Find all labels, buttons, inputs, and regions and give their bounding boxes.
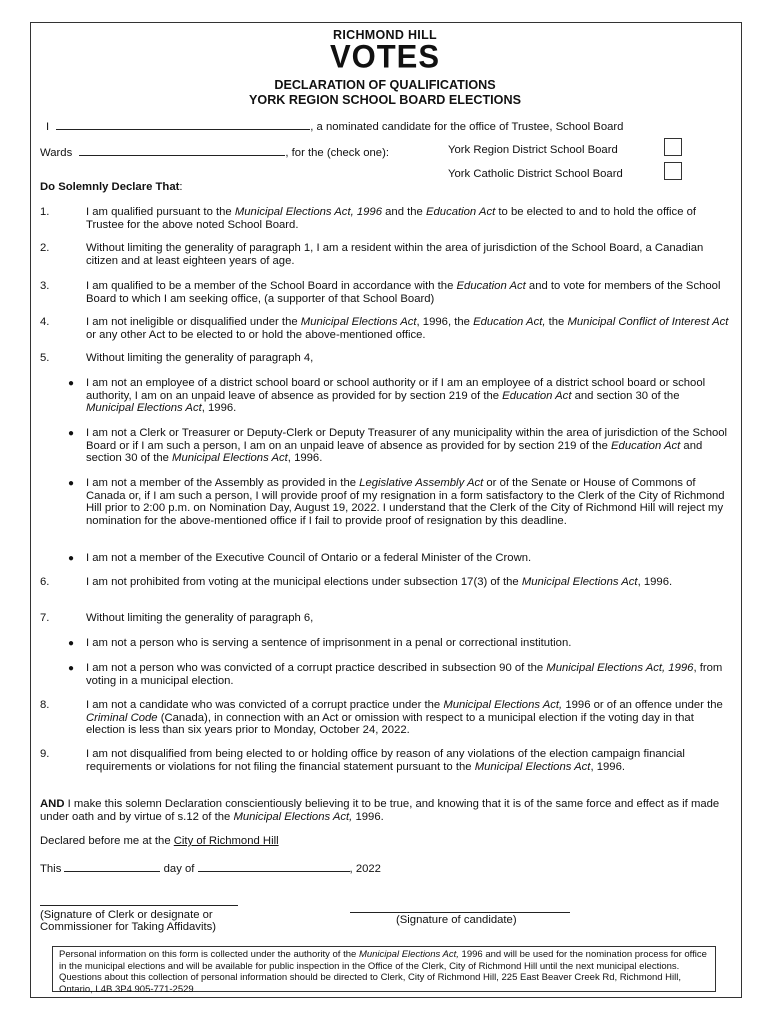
option-public-checkbox[interactable] bbox=[664, 138, 682, 156]
bullet-item: I am not an employee of a district school board or school authority or if I am an employee of a district school board or school authority, I am on an unpaid leave of absence as provided for by section 219 of the Education Act and section 30 of the Municipal Elections Act, 1996. bbox=[86, 377, 706, 415]
item-number: 2. bbox=[40, 242, 50, 254]
month-field[interactable] bbox=[198, 860, 350, 872]
item-7: Without limiting the generality of paragraph 6, bbox=[86, 612, 314, 624]
logo-richmond-hill: RICHMOND HILL bbox=[333, 28, 437, 42]
item-2: Without limiting the generality of paragraph 1, I am a resident within the area of jurisdiction of the School Board, a Canadian citizen and at least eighteen years of age. bbox=[86, 242, 704, 267]
wards-field[interactable] bbox=[79, 144, 285, 156]
bullet-icon: ● bbox=[68, 378, 75, 389]
bullet-item: I am not a person who was convicted of a corrupt practice described in subsection 90 of the Municipal Elections Act, 1996, from voting in a municipal election. bbox=[86, 662, 723, 687]
item-number: 4. bbox=[40, 316, 50, 328]
declared-before: Declared before me at the City of Richmond Hill bbox=[40, 835, 279, 847]
date-line: This day of , 2022 bbox=[40, 860, 381, 876]
item-3: I am qualified to be a member of the School Board in accordance with the Education Act and to vote for members of the School Board to which I am seeking office, (a supporter of that School Board) bbox=[86, 280, 721, 305]
bullet-icon: ● bbox=[68, 663, 75, 674]
form-title: DECLARATION OF QUALIFICATIONS bbox=[274, 78, 496, 92]
bullet-icon: ● bbox=[68, 428, 75, 439]
i-label: I bbox=[46, 121, 50, 133]
item-4: I am not ineligible or disqualified under the Municipal Elections Act, 1996, the Education Act, the Municipal Conflict of Interest Act or any other Act to be elected to or hold the above-mentioned office. bbox=[86, 316, 729, 341]
option-catholic-label: York Catholic District School Board bbox=[448, 168, 623, 180]
logo-votes: VOTES bbox=[329, 38, 441, 75]
option-public-label: York Region District School Board bbox=[448, 144, 618, 156]
day-field[interactable] bbox=[64, 860, 160, 872]
wards-line bbox=[40, 144, 389, 160]
bullet-item: I am not a member of the Assembly as provided in the Legislative Assembly Act or of the Senate or House of Commons of Canada or, if I am such a person, I will provide proof of my resignation in a form satisfactory to the Clerk of the City of Richmond Hill prior to 2:00 p.m. on Nomination Day, August 19, 2022. I understand that the Clerk of the City of Richmond Hill will reject my nomination for the above-mentioned office if I fail to provide proof of resignation by this deadline. bbox=[86, 477, 725, 527]
item-number: 5. bbox=[40, 352, 50, 364]
bullet-icon: ● bbox=[68, 638, 75, 649]
candidate-name-field[interactable] bbox=[56, 118, 310, 130]
clerk-signature-label-1: (Signature of Clerk or designate or bbox=[40, 909, 213, 921]
item-number: 7. bbox=[40, 612, 50, 624]
item-8: I am not a candidate who was convicted of a corrupt practice under the Municipal Elections Act, 1996 or of an offence under the Criminal Code (Canada), in connection with an Act or omission with respect to a municipal election if the voting day in that election is less than six years prior to Monday, October 24, 2022. bbox=[86, 699, 723, 737]
bullet-item: I am not a member of the Executive Council of Ontario or a federal Minister of the Crown. bbox=[86, 552, 532, 564]
item-5: Without limiting the generality of paragraph 4, bbox=[86, 352, 314, 364]
item-number: 8. bbox=[40, 699, 50, 711]
item-number: 6. bbox=[40, 576, 50, 588]
item-6: I am not prohibited from voting at the municipal elections under subsection 17(3) of the Municipal Elections Act, 1996. bbox=[86, 576, 673, 588]
item-number: 1. bbox=[40, 206, 50, 218]
check-one-text: , for the (check one): bbox=[285, 147, 389, 159]
declare-heading: Do Solemnly Declare That: bbox=[40, 181, 183, 193]
form-subtitle: YORK REGION SCHOOL BOARD ELECTIONS bbox=[249, 93, 521, 107]
closing-statement: AND I make this solemn Declaration conscientiously believing it to be true, and knowing that it is of the same force and effect as if made under oath and by virtue of s.12 of the Municipal Elections Act, 1996. bbox=[40, 798, 720, 823]
candidate-line bbox=[46, 118, 623, 134]
candidate-signature-line[interactable] bbox=[350, 912, 570, 913]
bullet-item: I am not a Clerk or Treasurer or Deputy-Clerk or Deputy Treasurer of any municipality within the area of jurisdiction of the School Board or if I am such a person, I am on an unpaid leave of absence as provided for by section 219 of the Education Act and section 30 of the Municipal Elections Act, 1996. bbox=[86, 427, 728, 465]
item-1: I am qualified pursuant to the Municipal Elections Act, 1996 and the Education Act to be elected to and to hold the office of Trustee for the above noted School Board. bbox=[86, 206, 697, 231]
bullet-icon: ● bbox=[68, 478, 75, 489]
item-9: I am not disqualified from being elected to or holding office by reason of any violations of the election campaign financial requirements or violations for not filing the financial statement pursuant to the Municipal Elections Act, 1996. bbox=[86, 748, 685, 773]
privacy-notice: Personal information on this form is collected under the authority of the Municipal Elections Act, 1996 and will be used for the nomination process for office in the municipal elections and will be available for public inspection in the Office of the Clerk, City of Richmond Hill until the next municipal elections. Questions about this collection of personal information should be directed to Clerk, City of Richmond Hill, 225 East Beaver Creek Rd, Richmond Hill, Ontario, L4B 3P4 905-771-2529 bbox=[52, 946, 716, 992]
item-number: 9. bbox=[40, 748, 50, 760]
clerk-signature-label-2: Commissioner for Taking Affidavits) bbox=[40, 921, 217, 933]
bullet-item: I am not a person who is serving a sentence of imprisonment in a penal or correctional institution. bbox=[86, 637, 572, 649]
clerk-signature-line[interactable] bbox=[40, 905, 238, 906]
option-catholic-checkbox[interactable] bbox=[664, 162, 682, 180]
candidate-text: , a nominated candidate for the office of Trustee, School Board bbox=[310, 121, 624, 133]
candidate-signature-label: (Signature of candidate) bbox=[396, 914, 517, 926]
wards-label: Wards bbox=[40, 147, 73, 159]
item-number: 3. bbox=[40, 280, 50, 292]
bullet-icon: ● bbox=[68, 553, 75, 564]
